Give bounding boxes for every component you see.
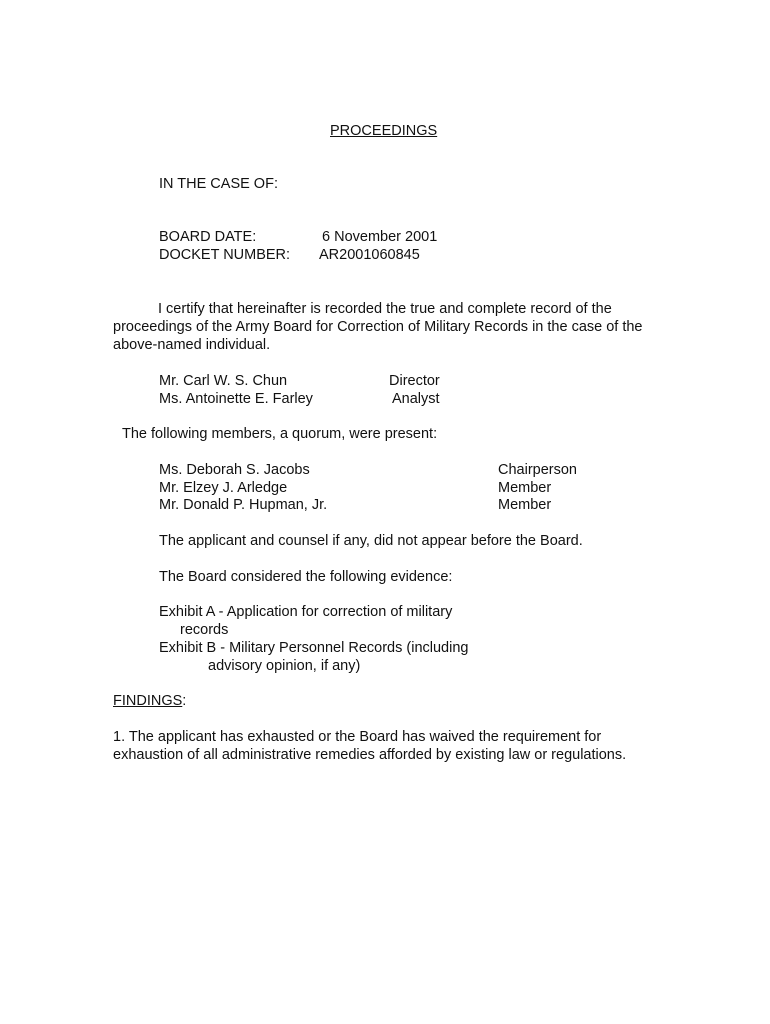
findings-heading-text: FINDINGS <box>113 693 183 709</box>
findings-heading-colon: : <box>182 693 187 709</box>
docket-number-value: AR2001060845 <box>319 247 420 263</box>
certification-paragraph: I certify that hereinafter is recorded the true and complete record of the proceedings of the Army Board for Correction of Military Records in the case of the above-named individual. <box>113 301 643 353</box>
staff-name: Mr. Carl W. S. Chun <box>159 373 288 389</box>
appearance-statement: The applicant and counsel if any, did not appear before the Board. <box>159 533 583 549</box>
evidence-intro: The Board considered the following evidence: <box>159 569 453 585</box>
staff-name: Ms. Antoinette E. Farley <box>159 391 313 407</box>
page-title: PROCEEDINGS <box>330 123 438 139</box>
board-date-label: BOARD DATE: <box>159 229 257 245</box>
member-name: Mr. Donald P. Hupman, Jr. <box>159 497 328 513</box>
exhibit-a-line1: Exhibit A - Application for correction of military <box>159 604 453 620</box>
docket-number-label: DOCKET NUMBER: <box>159 247 291 263</box>
findings-heading <box>113 692 186 710</box>
staff-role: Analyst <box>392 391 440 407</box>
exhibit-a-line2: records <box>180 622 229 638</box>
staff-role: Director <box>389 373 440 389</box>
finding-1: 1. The applicant has exhausted or the Board has waived the requirement for exhaustion of all administrative remedies afforded by existing law or regulations. <box>113 729 627 763</box>
exhibit-b-line1: Exhibit B - Military Personnel Records (including <box>159 640 469 656</box>
member-role: Member <box>498 497 552 513</box>
members-intro: The following members, a quorum, were present: <box>122 426 438 442</box>
member-name: Ms. Deborah S. Jacobs <box>159 462 310 478</box>
member-role: Member <box>498 480 552 496</box>
member-name: Mr. Elzey J. Arledge <box>159 480 288 496</box>
exhibit-b-line2: advisory opinion, if any) <box>208 658 361 674</box>
member-role: Chairperson <box>498 462 577 478</box>
board-date-value: 6 November 2001 <box>322 229 438 245</box>
case-label: IN THE CASE OF: <box>159 176 278 192</box>
